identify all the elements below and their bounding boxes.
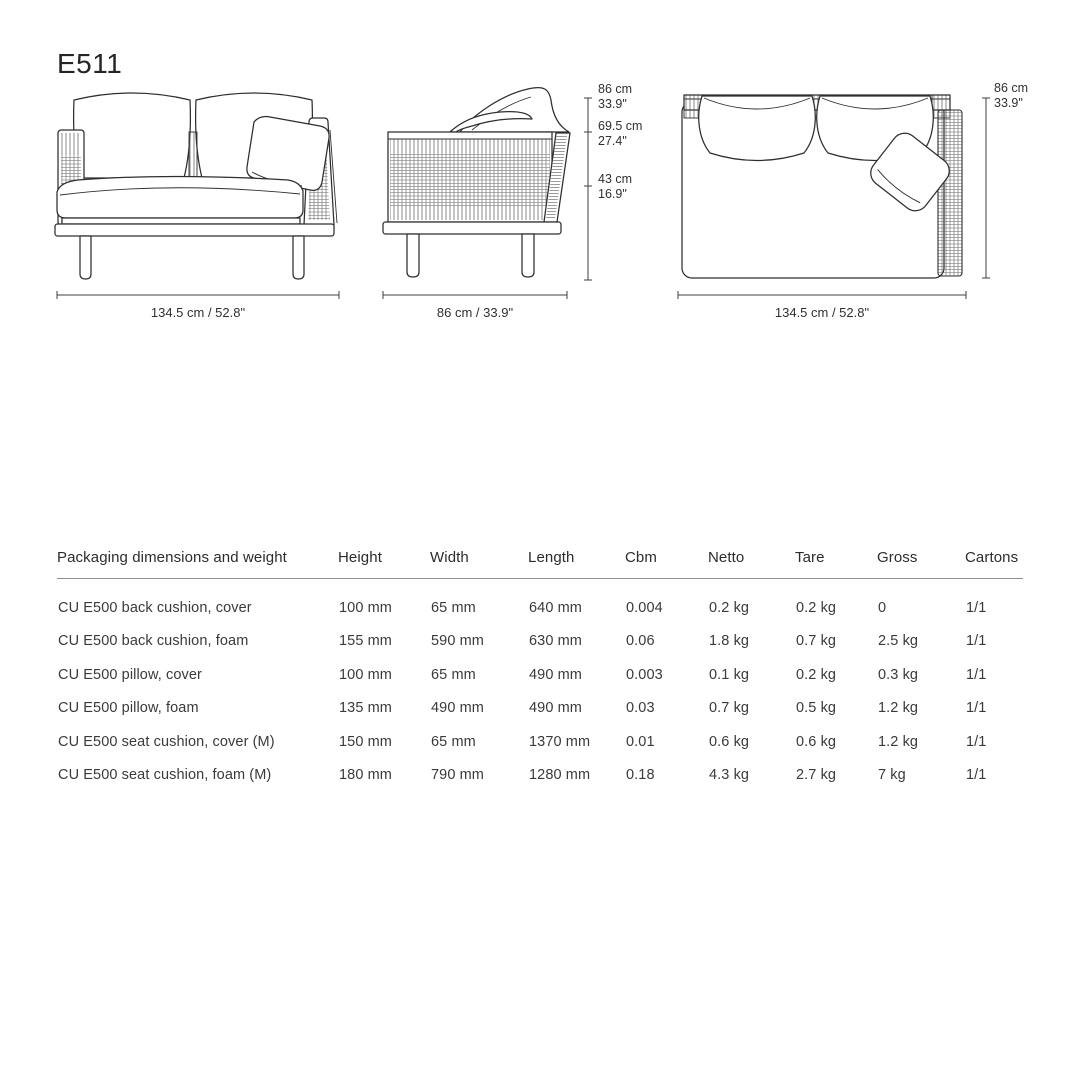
packaging-table: [57, 543, 1023, 792]
top-width-dimension-label: 134.5 cm / 52.8": [774, 305, 870, 320]
value-cell: 180 mm: [339, 767, 392, 784]
value-cell: 2.7 kg: [796, 767, 837, 784]
value-cell: 490 mm: [529, 666, 582, 683]
value-cell: 590 mm: [431, 633, 484, 650]
table-row: [57, 692, 1023, 726]
value-cell: 0.18: [626, 767, 655, 784]
side-seat-height-cm-label: 43 cm: [598, 172, 633, 186]
value-cell: 100 mm: [339, 599, 392, 616]
value-cell: 1.2 kg: [878, 700, 919, 717]
table-header-row: [57, 543, 1023, 579]
side-view-drawing: [383, 82, 642, 320]
value-cell: 0.03: [626, 700, 655, 717]
front-view-drawing: [55, 93, 339, 320]
technical-drawings: [0, 60, 1080, 350]
value-cell: 0.5 kg: [796, 700, 837, 717]
page-title: E511: [57, 48, 123, 79]
column-header: Height: [338, 543, 430, 579]
value-cell: 0.003: [626, 666, 663, 683]
value-cell: 0.01: [626, 733, 655, 750]
side-back-height-cm-label: 69.5 cm: [598, 119, 643, 133]
value-cell: 65 mm: [431, 599, 476, 616]
value-cell: 0.06: [626, 633, 655, 650]
value-cell: 0.6 kg: [709, 733, 750, 750]
value-cell: 150 mm: [339, 733, 392, 750]
value-cell: 100 mm: [339, 666, 392, 683]
value-cell: 640 mm: [529, 599, 582, 616]
value-cell: 630 mm: [529, 633, 582, 650]
value-cell: 0.3 kg: [878, 666, 919, 683]
table-row: [57, 759, 1023, 793]
item-name-cell: CU E500 pillow, cover: [58, 666, 202, 683]
column-header: Packaging dimensions and weight: [57, 543, 338, 579]
value-cell: 65 mm: [431, 733, 476, 750]
value-cell: 0.2 kg: [796, 599, 837, 616]
table-row: [57, 625, 1023, 659]
column-header: Cbm: [625, 543, 708, 579]
value-cell: 0.6 kg: [796, 733, 837, 750]
value-cell: 0.2 kg: [709, 599, 750, 616]
column-header: Netto: [708, 543, 795, 579]
table-body: [57, 579, 1023, 793]
value-cell: 4.3 kg: [709, 767, 750, 784]
item-name-cell: CU E500 seat cushion, cover (M): [58, 733, 275, 750]
value-cell: 1.2 kg: [878, 733, 919, 750]
value-cell: 0.7 kg: [709, 700, 750, 717]
value-cell: 65 mm: [431, 666, 476, 683]
table-row: [57, 579, 1023, 625]
column-header: Gross: [877, 543, 965, 579]
value-cell: 1/1: [966, 599, 987, 616]
item-name-cell: CU E500 seat cushion, foam (M): [58, 767, 272, 784]
value-cell: 1/1: [966, 767, 987, 784]
value-cell: 1.8 kg: [709, 633, 750, 650]
side-total-height-in-label: 33.9": [598, 97, 627, 111]
value-cell: 790 mm: [431, 767, 484, 784]
column-header: Tare: [795, 543, 877, 579]
value-cell: 0.004: [626, 599, 663, 616]
value-cell: 135 mm: [339, 700, 392, 717]
value-cell: 1/1: [966, 633, 987, 650]
column-header: Length: [528, 543, 625, 579]
value-cell: 2.5 kg: [878, 633, 919, 650]
value-cell: 490 mm: [529, 700, 582, 717]
value-cell: 1/1: [966, 733, 987, 750]
value-cell: 1370 mm: [529, 733, 591, 750]
value-cell: 0.7 kg: [796, 633, 837, 650]
value-cell: 0.1 kg: [709, 666, 750, 683]
top-depth-cm-label: 86 cm: [994, 81, 1029, 95]
column-header: Width: [430, 543, 528, 579]
value-cell: 155 mm: [339, 633, 392, 650]
item-name-cell: CU E500 pillow, foam: [58, 700, 199, 717]
value-cell: 490 mm: [431, 700, 484, 717]
value-cell: 0.2 kg: [796, 666, 837, 683]
value-cell: 0: [878, 599, 887, 616]
top-depth-in-label: 33.9": [994, 96, 1023, 110]
table-row: [57, 658, 1023, 692]
value-cell: 7 kg: [878, 767, 906, 784]
top-view-drawing: [678, 81, 1028, 320]
value-cell: 1/1: [966, 700, 987, 717]
side-seat-height-in-label: 16.9": [598, 187, 627, 201]
side-total-height-cm-label: 86 cm: [598, 82, 633, 96]
column-header: Cartons: [965, 543, 1023, 579]
value-cell: 1280 mm: [529, 767, 591, 784]
side-width-dimension-label: 86 cm / 33.9": [436, 305, 514, 320]
table-row: [57, 725, 1023, 759]
front-width-dimension-label: 134.5 cm / 52.8": [150, 305, 246, 320]
side-back-height-in-label: 27.4": [598, 134, 627, 148]
value-cell: 1/1: [966, 666, 987, 683]
item-name-cell: CU E500 back cushion, foam: [58, 633, 249, 650]
item-name-cell: CU E500 back cushion, cover: [58, 599, 252, 616]
